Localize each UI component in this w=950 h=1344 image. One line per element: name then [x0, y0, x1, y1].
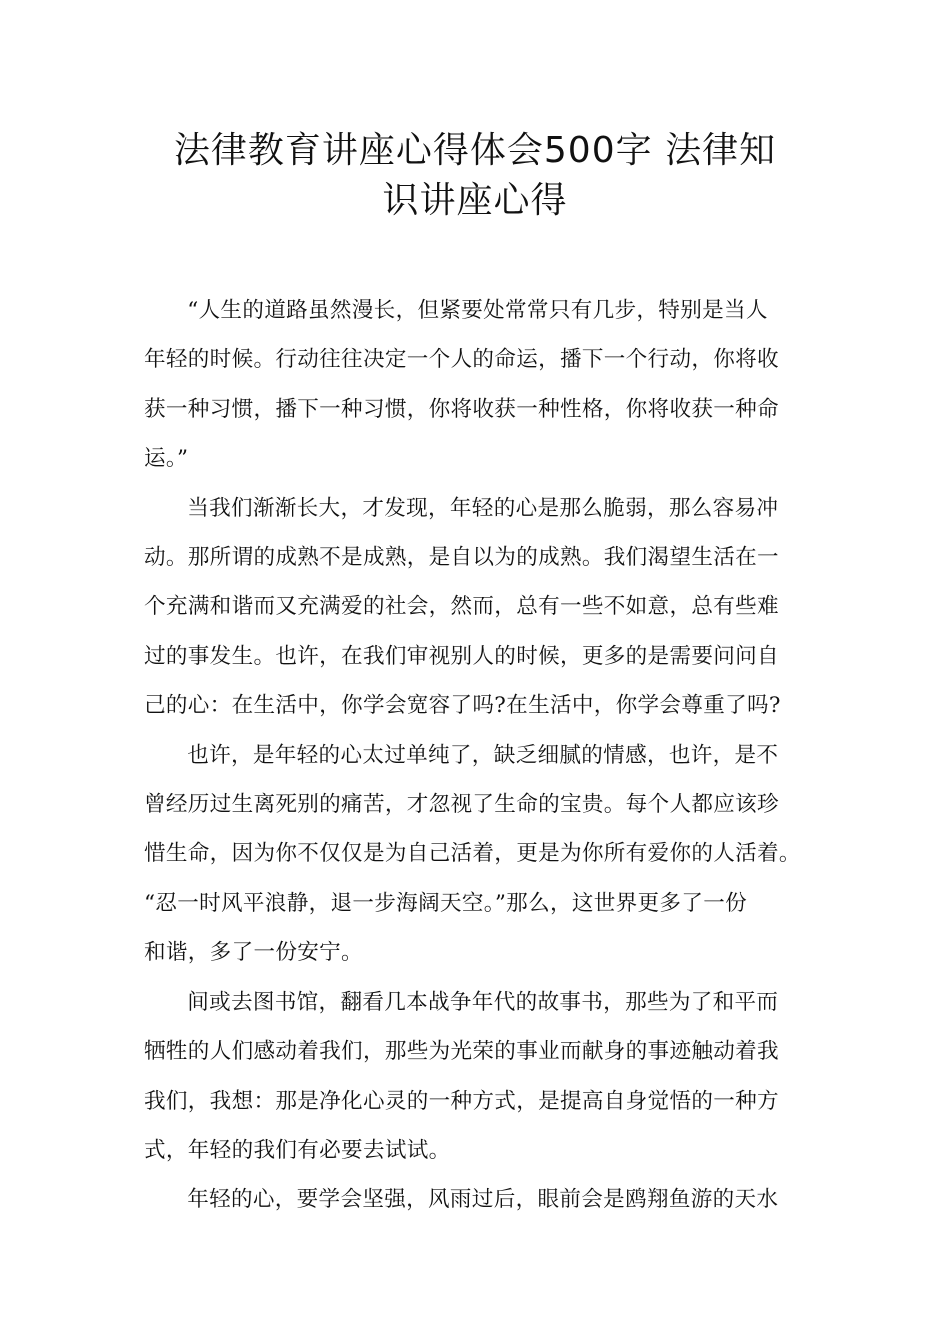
paragraph-line: 惜生命，因为你不仅仅是为自己活着，更是为你所有爱你的人活着。 [144, 841, 801, 867]
paragraph-line: “人生的道路虽然漫长，但紧要处常常只有几步，特别是当人 [187, 298, 768, 323]
paragraph-2 [144, 484, 806, 731]
title-line-1: 法律教育讲座心得体会500字 法律知 [173, 130, 777, 171]
paragraph-line: 当我们渐渐长大，才发现，年轻的心是那么脆弱，那么容易冲 [187, 495, 779, 521]
paragraph-line: 间或去图书馆，翻看几本战争年代的故事书，那些为了和平而 [187, 989, 779, 1015]
paragraph-line: 获一种习惯，播下一种习惯，你将收获一种性格，你将收获一种命 [144, 396, 779, 422]
paragraph-line: 式，年轻的我们有必要去试试。 [144, 1137, 451, 1163]
paragraph-5 [144, 1175, 806, 1224]
paragraph-line: 过的事发生。也许，在我们审视别人的时候，更多的是需要问问自 [144, 643, 779, 669]
paragraph-line: 运。” [144, 446, 189, 472]
paragraph-line: 也许，是年轻的心太过单纯了，缺乏细腻的情感，也许，是不 [187, 742, 779, 768]
paragraph-3 [144, 731, 806, 978]
paragraph-line: 年轻的时候。行动往往决定一个人的命运，播下一个行动，你将收 [144, 347, 779, 373]
paragraph-1 [144, 286, 806, 484]
paragraph-line: 我们，我想：那是净化心灵的一种方式，是提高自身觉悟的一种方 [144, 1088, 779, 1114]
paragraph-line: 动。那所谓的成熟不是成熟，是自以为的成熟。我们渴望生活在一 [144, 545, 779, 571]
document-title [120, 126, 830, 226]
paragraph-line: 己的心：在生活中，你学会宽容了吗?在生活中，你学会尊重了吗? [144, 693, 781, 719]
document-body [144, 286, 806, 1225]
paragraph-line: 曾经历过生离死别的痛苦，才忽视了生命的宝贵。每个人都应该珍 [144, 792, 779, 818]
paragraph-4 [144, 978, 806, 1176]
paragraph-line: 个充满和谐而又充满爱的社会，然而，总有一些不如意，总有些难 [144, 594, 779, 620]
title-line-2: 识讲座心得 [382, 180, 568, 221]
paragraph-line: 牺牲的人们感动着我们，那些为光荣的事业而献身的事迹触动着我 [144, 1039, 779, 1065]
paragraph-line: “忍一时风平浪静，退一步海阔天空。”那么，这世界更多了一份 [144, 890, 748, 916]
paragraph-line: 和谐，多了一份安宁。 [144, 940, 363, 966]
paragraph-line: 年轻的心，要学会坚强，风雨过后，眼前会是鸥翔鱼游的天水 [187, 1187, 779, 1213]
